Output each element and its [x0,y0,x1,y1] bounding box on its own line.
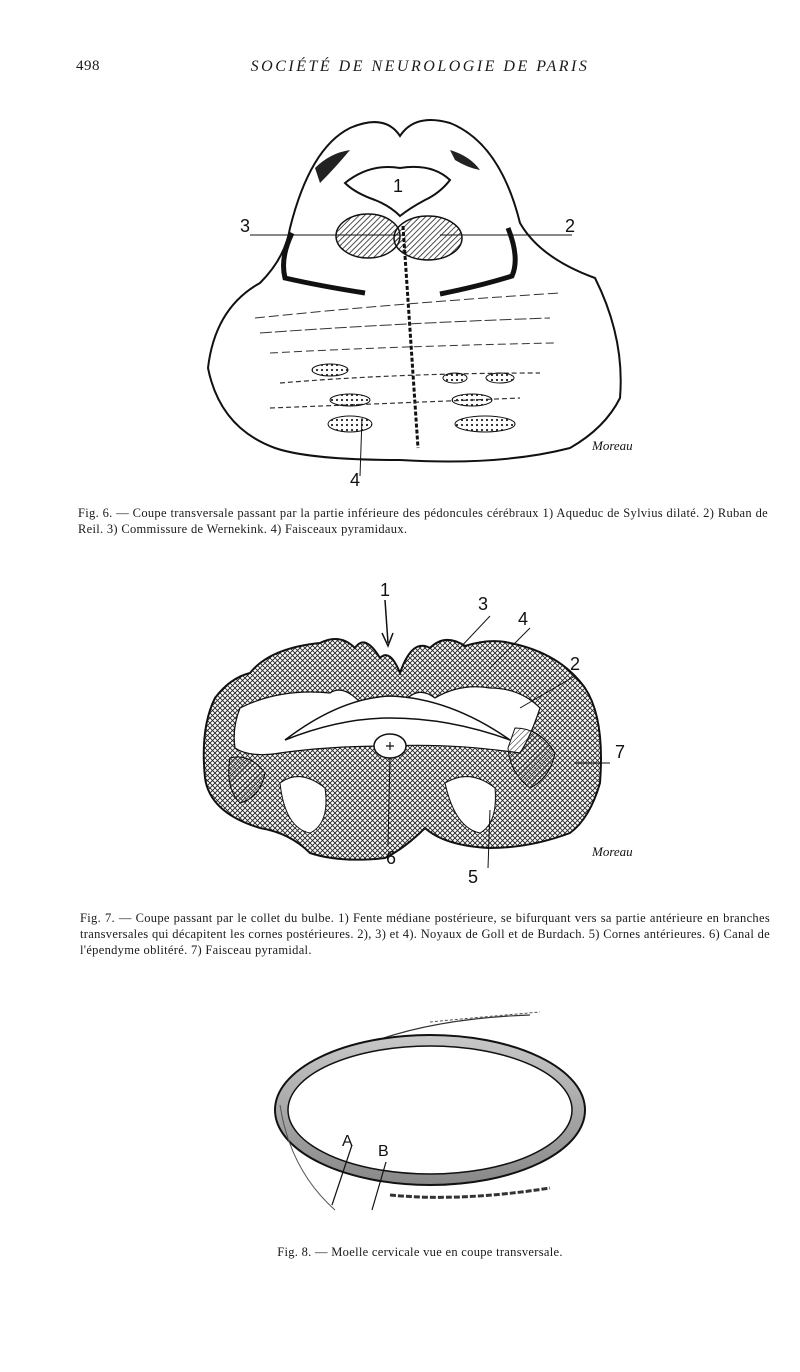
fig7-label-7: 7 [615,742,626,762]
fig8-label-a: A [342,1133,353,1150]
fig6-label-1: 1 [393,176,404,196]
fig8-label-b: B [378,1143,389,1160]
fig7-label-2: 2 [570,654,581,674]
fig6-commissure [336,214,400,258]
figure-7-drawing [190,578,650,893]
figure-6-caption: Fig. 6. — Coupe transversale passant par la partie inférieure des pédoncules cérébraux 1) Aqueduc de Sylvius dilaté. 2) Ruban de Reil. 3) Commissure de Wernekink. 4) Faisceaux pyramidaux. [78,506,768,536]
fig8-cord-section [288,1046,572,1174]
fig7-label-4: 4 [518,609,529,629]
fig6-pyramidal-bundle [328,416,372,432]
running-head: SOCIÉTÉ DE NEUROLOGIE DE PARIS [250,58,590,75]
figure-6-drawing [200,108,640,488]
fig6-label-4: 4 [350,470,361,488]
fig6-label-2: 2 [565,216,576,236]
figure-7-caption: Fig. 7. — Coupe passant par le collet du bulbe. 1) Fente médiane postérieure, se bifurquant vers sa partie antérieure en branches transversales qui décapitent les cornes postérieures. 2), 3) et 4). Noyaux de Goll et de Burdach. 5) Cornes antérieures. 6) Canal de l'épendyme oblitéré. 7) Faisceau pyramidal. [80,911,770,957]
page-number: 498 [76,58,100,74]
fig6-signature: Moreau [592,438,633,453]
fig7-signature: Moreau [592,844,633,859]
figure-8-drawing [260,1010,620,1225]
fig7-label-6: 6 [386,848,397,868]
fig7-label-3: 3 [478,594,489,614]
figure-8-caption: Fig. 8. — Moelle cervicale vue en coupe transversale. [277,1245,563,1259]
fig7-label-5: 5 [468,867,479,887]
fig7-label-1: 1 [380,580,391,600]
fig6-label-3: 3 [240,216,251,236]
